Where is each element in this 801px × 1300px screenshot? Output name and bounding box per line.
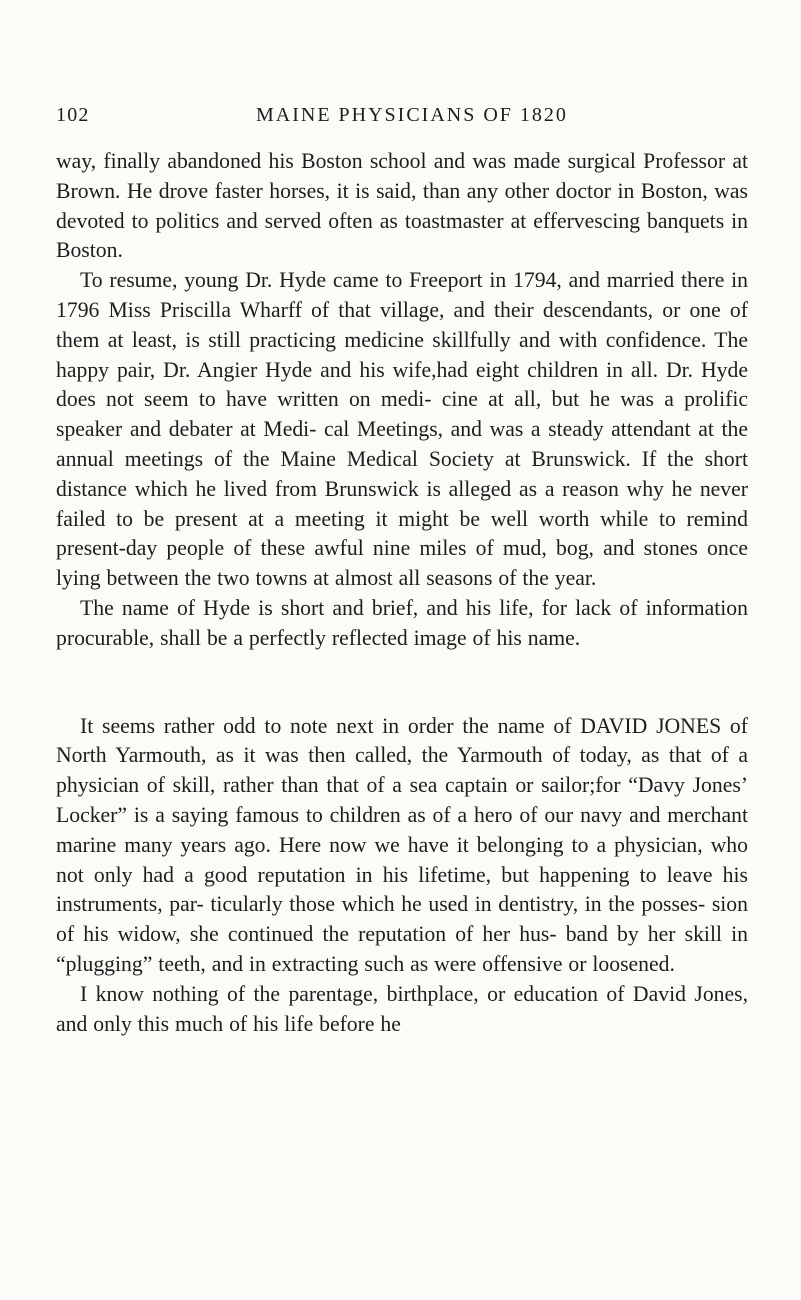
page-number: 102 (56, 104, 90, 126)
paragraph-david-jones-origins: I know nothing of the parentage, birthplace, or education of David Jones, and only this much of his life before he (56, 981, 748, 1036)
running-head (56, 104, 746, 134)
paragraph-continued: way, finally abandoned his Boston school and was made surgical Professor at Brown. He drove faster horses, it is said, than any other doctor in Boston, was devoted to politics and served often as toastmaster at effervescing banquets in Boston. (56, 149, 748, 263)
paragraph-david-jones: It seems rather odd to note next in order the name of DAVID JONES of North Yarmouth, as it was then called, the Yarmouth of today, as that of a physician of skill, rather than that of a sea captain or sailor;for “Davy Jones’ Locker” is a saying famous to children as of a hero of our navy and merchant marine many years ago. Here now we have it belonging to a physician, who not only had a good reputation in his lifetime, but happening to leave his instruments, par- ticularly those which he used in dentistry, in the posses- sion of his widow, she continued the reputation of her hus- band by her skill in “plugging” teeth, and in extracting such as were offensive or loosened. (56, 713, 748, 976)
body-text (56, 147, 748, 1039)
running-title: MAINE PHYSICIANS OF 1820 (256, 104, 568, 126)
paragraph-hyde-resume: To resume, young Dr. Hyde came to Freeport in 1794, and married there in 1796 Miss Priscilla Wharff of that village, and their descendants, or one of them at least, is still practicing medicine skillfully and with confidence. The happy pair, Dr. Angier Hyde and his wife,had eight children in all. Dr. Hyde does not seem to have written on medi- cine at all, but he was a prolific speaker and debater at Medi- cal Meetings, and was a steady attendant at the annual meetings of the Maine Medical Society at Brunswick. If the short distance which he lived from Brunswick is alleged as a reason why he never failed to be present at a meeting it might be well worth while to remind present-day people of these awful nine miles of mud, bog, and stones once lying between the two towns at almost all seasons of the year. (56, 268, 748, 591)
paragraph-hyde-name: The name of Hyde is short and brief, and his life, for lack of information procurable, shall be a perfectly reflected image of his name. (56, 595, 748, 650)
